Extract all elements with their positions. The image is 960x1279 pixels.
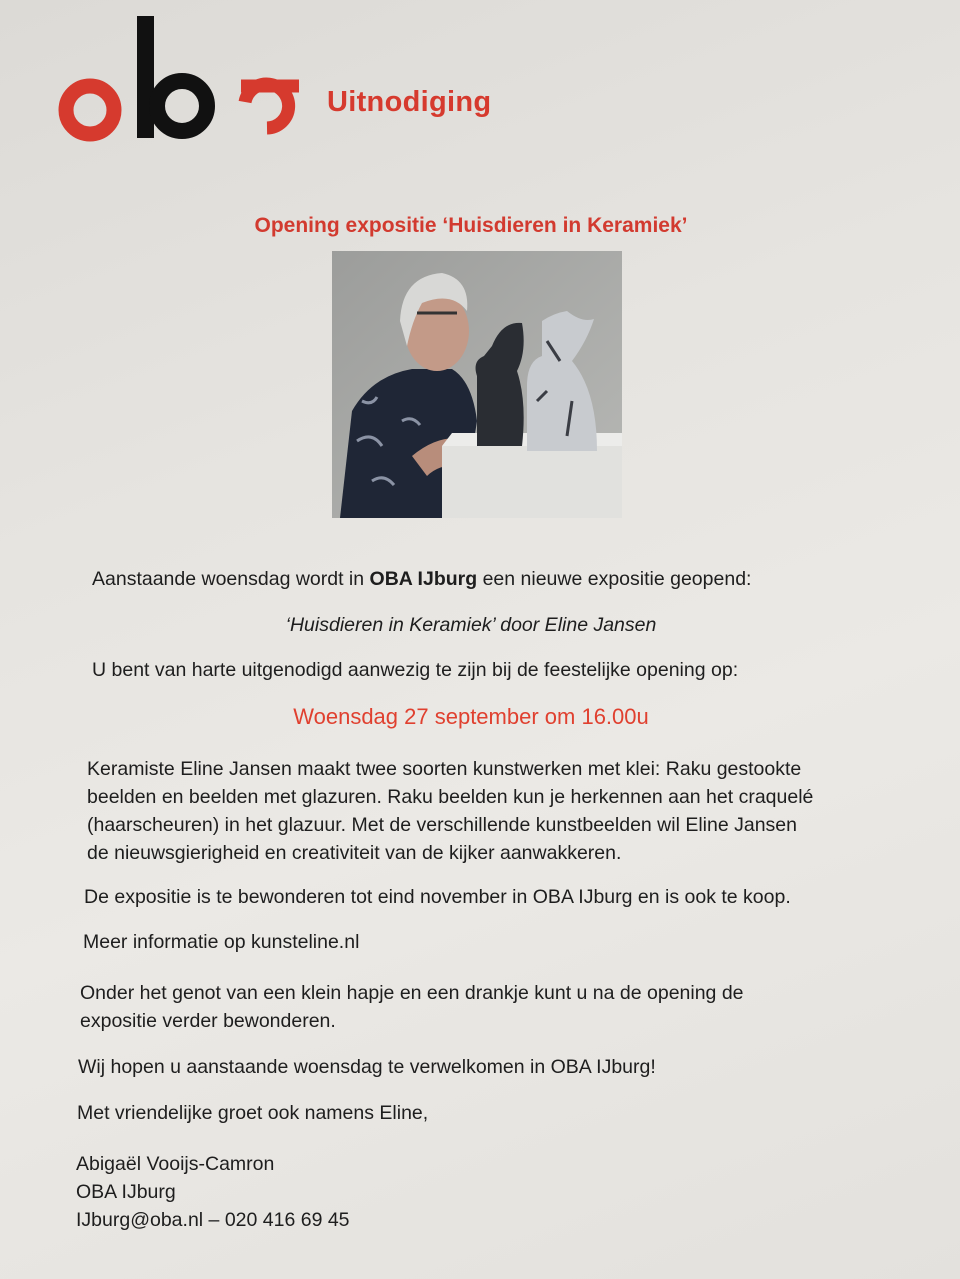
website-link[interactable]: kunsteline.nl <box>251 931 360 953</box>
description-line: Keramiste Eline Jansen maakt twee soorten kunstwerken met klei: Raku gestookte <box>87 758 802 780</box>
artist-photo <box>332 251 622 518</box>
intro-before: Aanstaande woensdag wordt in <box>92 568 370 590</box>
closing-line: Met vriendelijke groet ook namens Eline, <box>77 1102 429 1124</box>
exhibit-line: ‘Huisdieren in Keramiek’ door Eline Jansen <box>285 614 657 636</box>
email-link[interactable]: IJburg@oba.nl <box>76 1209 204 1231</box>
welcome-line: Wij hopen u aanstaande woensdag te verwelkomen in OBA IJburg! <box>78 1056 656 1078</box>
logo-letter-b-bowl <box>157 81 207 131</box>
description-line: (haarscheuren) in het glazuur. Met de verschillende kunstbeelden wil Eline Jansen <box>87 814 797 836</box>
until-line: De expositie is te bewonderen tot eind november in OBA IJburg en is ook te koop. <box>84 886 791 908</box>
signature-contact <box>76 1206 350 1234</box>
info-before: Meer informatie op <box>83 931 251 953</box>
oba-logo <box>55 12 305 142</box>
logo-letter-a <box>241 84 299 128</box>
snack-paragraph <box>80 979 744 1035</box>
contact-separator: – <box>203 1209 225 1231</box>
snack-line: expositie verder bewonderen. <box>80 1010 336 1032</box>
logo-letter-b-stem <box>137 16 154 138</box>
description-line: de nieuwsgierigheid en creativiteit van de kijker aanwakkeren. <box>87 842 622 864</box>
signature-block <box>76 1150 350 1234</box>
description-line: beelden en beelden met glazuren. Raku beelden kun je herkennen aan het craquelé <box>87 786 814 808</box>
signature-org: OBA IJburg <box>76 1181 176 1203</box>
page-title: Uitnodiging <box>327 86 492 118</box>
info-line <box>83 931 359 954</box>
logo-letter-o <box>66 86 114 134</box>
intro-line <box>92 568 751 591</box>
headline: Opening expositie ‘Huisdieren in Keramiek’ <box>254 214 688 237</box>
signature-name: Abigaël Vooijs-Camron <box>76 1153 275 1175</box>
invite-line: U bent van harte uitgenodigd aanwezig te zijn bij de feestelijke opening op: <box>92 659 739 681</box>
snack-line: Onder het genot van een klein hapje en een drankje kunt u na de opening de <box>80 982 744 1004</box>
phone-number: 020 416 69 45 <box>224 1209 350 1231</box>
intro-location: OBA IJburg <box>369 568 478 590</box>
intro-after: een nieuwe expositie geopend: <box>477 568 752 590</box>
description-paragraph <box>87 755 813 867</box>
event-date: Woensdag 27 september om 16.00u <box>293 704 649 729</box>
